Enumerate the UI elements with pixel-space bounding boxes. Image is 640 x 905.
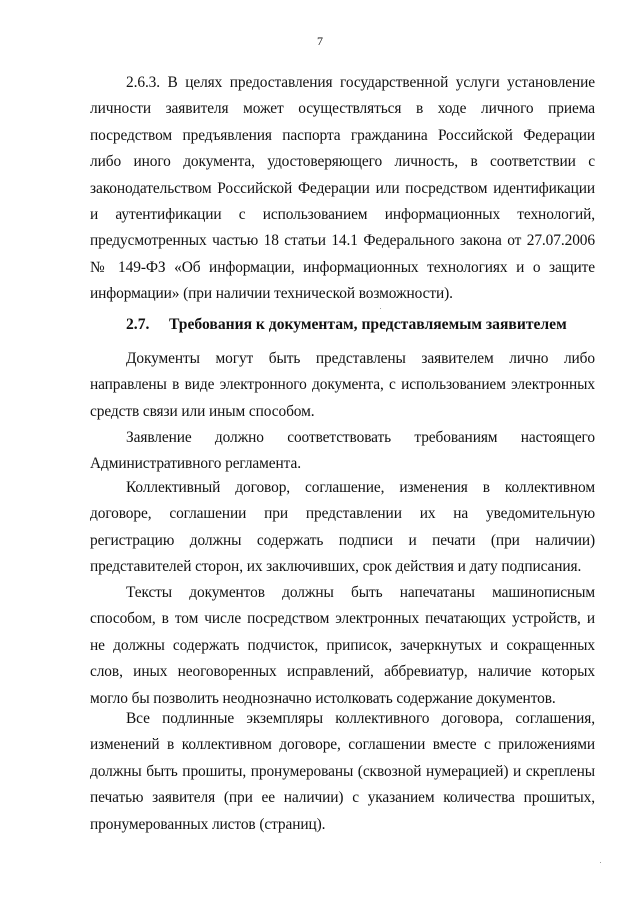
paragraph-submission: Документы могут быть представлены заявителем лично либо направлены в виде электронного документа, с использованием электронных средств связи или иным способом. xyxy=(90,350,595,420)
section-heading xyxy=(126,312,596,338)
paragraph-identification: 2.6.3. В целях предоставления государственной услуги установление личности заявителя может осуществляться в ходе личного приема посредством предъявления паспорта гражданина Российской Федерации либо иного документа, удостоверяющего личность, в соответствии с законодательством Российской Федерации или посредством идентификации и аутентификации с использованием информационных технологий, предусмотренных частью 18 статьи 14.1 Федерального закона от 27.07.2006 № 149-ФЗ «Об информации, информационных технологиях и о защите информации» (при наличии технической возможности). xyxy=(90,74,595,303)
scan-speck xyxy=(600,862,601,863)
paragraph-document-texts: Тексты документов должны быть напечатаны машинописным способом, в том числе посредством электронных печатающих устройств, и не должны содержать подчисток, приписок, зачеркнутых и сокращенных слов, иных неоговоренных исправлений, аббревиатур, наличие которых могло бы позволить неоднозначно истолковать содержание документов. xyxy=(90,584,595,707)
section-title: Требования к документам, представляемым заявителем xyxy=(169,316,567,333)
section-number: 2.7. xyxy=(126,316,150,333)
paragraph-application: Заявление должно соответствовать требованиям настоящего Административного регламента. xyxy=(90,429,595,473)
page-number: 7 xyxy=(317,34,323,48)
paragraph-original-copies: Все подлинные экземпляры коллективного договора, соглашения, изменений в коллективном договоре, соглашении вместе с приложениями должны быть прошиты, пронумерованы (сквозной нумерацией) и скреплены печатью заявителя (при ее наличии) с указанием количества прошитых, пронумерованных листов (страниц). xyxy=(90,710,595,833)
scan-speck xyxy=(380,308,381,309)
paragraph-collective-agreement: Коллективный договор, соглашение, изменения в коллективном договоре, соглашении при представлении их на уведомительную регистрацию должны содержать подписи и печати (при наличии) представителей сторон, их заключивших, срок действия и дату подписания. xyxy=(90,479,595,576)
